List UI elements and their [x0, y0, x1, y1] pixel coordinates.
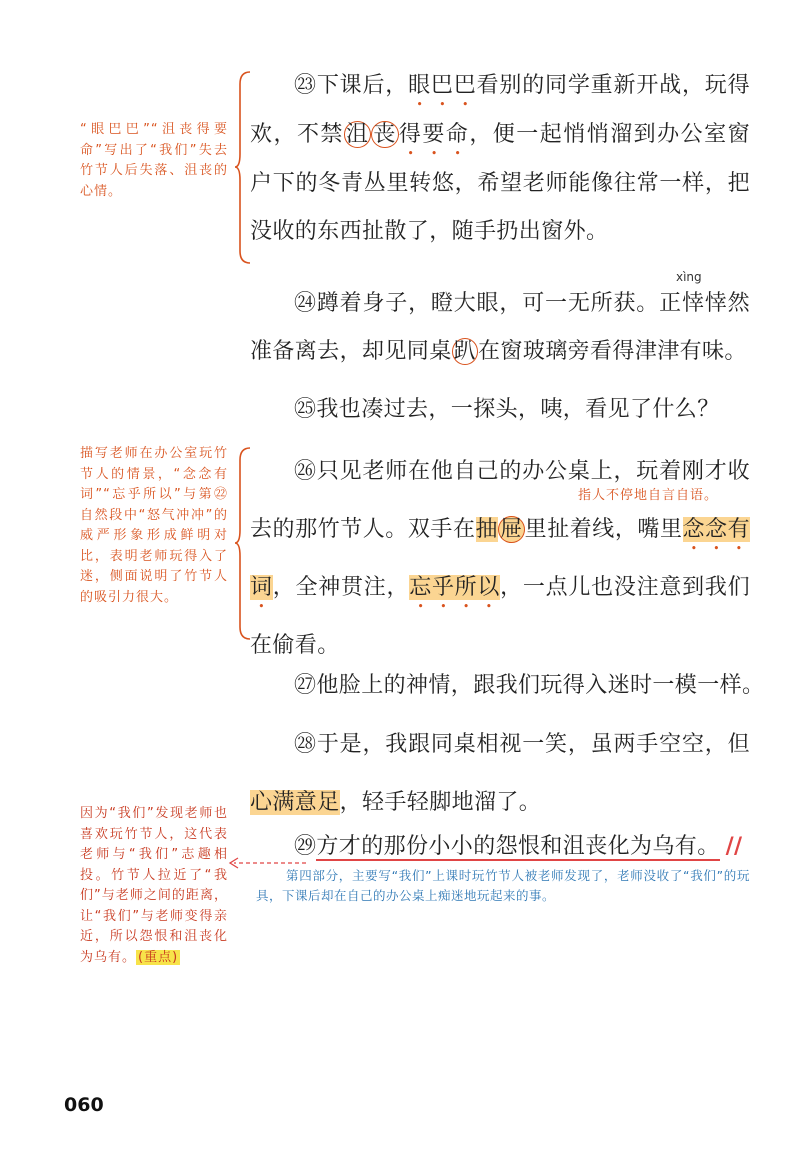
p28-highlight-xinmanyizu: 心满意足: [250, 790, 340, 815]
section-summary-note: 第四部分，主要写“我们”上课时玩竹节人被老师发现了，老师没收了“我们”的玩具，下课后却在自己的办公桌上痴迷地玩起来的事。: [256, 868, 750, 903]
p26-emphasis-niannianyouci: 念念有词: [250, 517, 751, 600]
p28-text-c: ，轻手轻脚地溜了。: [339, 790, 542, 815]
paragraph-27: [250, 662, 765, 710]
side-note-3-text: 因为“我们”发现老师也喜欢玩竹节人，这代表老师与“我们”志趣相投。竹节人拉近了“我们”与老师之间的距离，让“我们”与老师变得亲近，所以怨恨和沮丧化为乌有。: [80, 806, 228, 965]
p23-text-e: ，便一起悄悄溜到办公室窗户下的冬青丛里转悠，希望老师能像往常一样，把没收的东西扯散了，随手扔出窗外。: [250, 122, 750, 244]
paragraph-23: [250, 62, 750, 256]
p29-number: ㉙: [294, 834, 317, 859]
p29-underlined-sentence: 方才的那份小小的怨恨和沮丧化为乌有。: [316, 834, 720, 859]
p26-text-f: ，全神贯注，: [272, 575, 410, 600]
p23-emphasis-deyaoming: 得要命: [398, 122, 470, 147]
p24-text-c: 在窗玻璃旁看得津津有味。: [478, 339, 747, 364]
p26-text-d: 里扯着线，嘴里: [524, 517, 683, 542]
p26-emphasis-wanghusuoyi: 忘乎所以: [409, 575, 501, 600]
side-note-3: [80, 804, 228, 968]
side-note-1: “眼巴巴”“沮丧得要命”写出了“我们”失去竹节人后失落、沮丧的心情。: [80, 122, 228, 199]
inline-definition-note: 指人不停地自言自语。: [578, 488, 719, 503]
section-end-mark: //: [725, 833, 743, 859]
p25-text: ㉕我也凑过去，一探头，咦，看见了什么？: [294, 397, 720, 422]
side-note-2: 描写老师在办公室玩竹节人的情景，“念念有词”“忘乎所以”与第㉒自然段中“怒气冲冲”的威严形象形成鲜明对比，表明老师玩得入了迷，侧面说明了竹节人的吸引力很大。: [80, 446, 228, 605]
p24-circled-pa: 趴: [453, 339, 477, 364]
p23-circled-ju: 沮: [345, 122, 370, 147]
paragraph-25: [250, 386, 750, 434]
p23-emphasis-yanbaba: 眼巴巴: [408, 73, 477, 98]
paragraph-28: [250, 716, 750, 832]
p26-text-a: ㉖只见老师在他自己的办公桌上，玩着刚才收去的那竹节人。双手在: [250, 459, 750, 542]
p23-text-a: ㉓下课后，: [294, 73, 409, 98]
p23-circled-sang: 丧: [373, 122, 397, 147]
paragraph-26: [250, 443, 750, 675]
p24-text-a: ㉔蹲着身子，瞪大眼，可一无所获。正悻悻然准备离去，却见同桌: [250, 291, 750, 364]
paragraph-24: [250, 280, 750, 376]
p26-highlight-chou: 抽: [475, 517, 499, 542]
key-point-tag: (重点): [138, 949, 179, 965]
page-number: 060: [64, 1094, 104, 1116]
paragraph-29: [250, 822, 750, 871]
pinyin-xing: xìng: [676, 270, 702, 284]
p27-text: ㉗他脸上的神情，跟我们玩得入迷时一模一样。: [294, 673, 765, 698]
p28-text-a: ㉘于是，我跟同桌相视一笑，虽两手空空，但: [294, 732, 750, 757]
p23-text-c: 看别的同学重新开战，玩得欢，不禁: [250, 73, 750, 147]
p26-circled-ti: 屉: [500, 517, 523, 542]
p26-text-h: ，一点儿也没注意到我们在偷看。: [250, 575, 750, 658]
